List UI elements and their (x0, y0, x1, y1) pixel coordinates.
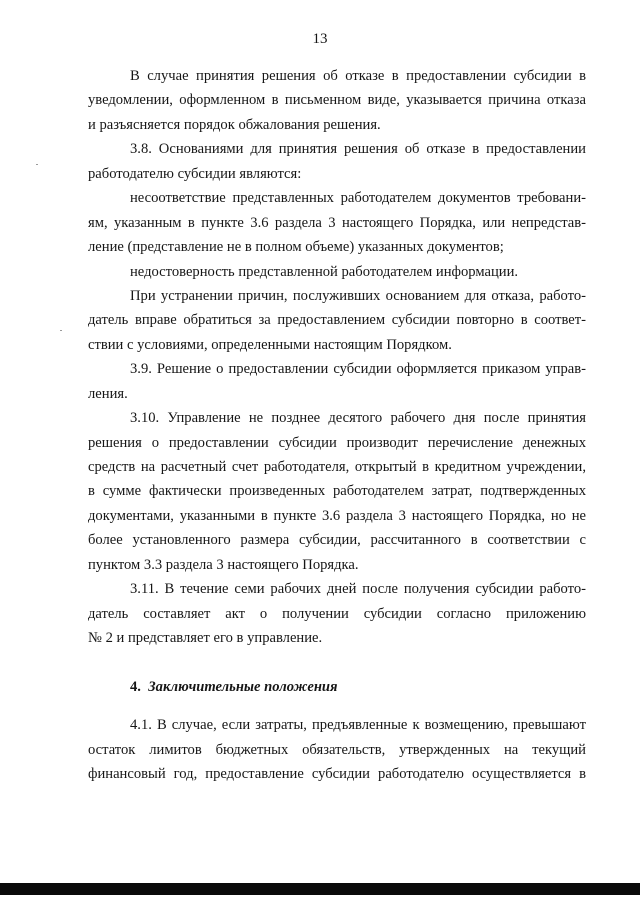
text-line: работодателю субсидии являются: (88, 165, 302, 182)
scan-speck (60, 330, 62, 331)
text-line: 3.11. В течение семи рабочих дней после получения субсидии работо- (130, 581, 586, 598)
text-line: ствии с условиями, определенными настоящим Порядком. (88, 336, 452, 353)
text-line: ления. (88, 385, 128, 402)
scan-speck (36, 164, 38, 165)
text-line: 3.9. Решение о предоставлении субсидии оформляется приказом управ- (130, 361, 586, 378)
text-line: остаток лимитов бюджетных обязательств, утвержденных на текущий (88, 741, 586, 758)
section-title: Заключительные положения (148, 678, 338, 695)
spacer (88, 699, 586, 713)
text-line: пунктом 3.3 раздела 3 настоящего Порядка. (88, 556, 359, 573)
text-line: В случае принятия решения об отказе в предоставлении субсидии в (130, 68, 586, 84)
text-line: ление (представление не в полном объеме) указанных документов; (88, 239, 504, 256)
text-line: финансовый год, предоставление субсидии работодателю осуществляется в (88, 766, 586, 783)
text-line: датель вправе обратиться за предоставлением субсидии повторно в соответ- (88, 312, 586, 329)
closing-text (88, 713, 586, 786)
section-heading (88, 675, 586, 699)
text-line: решения о предоставлении субсидии производит перечисление денежных (88, 434, 586, 451)
text-line: несоответствие представленных работодателем документов требовани- (130, 190, 586, 207)
text-line: 3.8. Основаниями для принятия решения об отказе в предоставлении (130, 141, 586, 158)
document-body (88, 64, 586, 787)
text-line: 4.1. В случае, если затраты, предъявленные к возмещению, превышают (130, 717, 586, 734)
text-line: ям, указанным в пункте 3.6 раздела 3 настоящего Порядка, или непредстав- (88, 214, 586, 231)
text-line: № 2 и представляет его в управление. (88, 630, 323, 647)
text-line: в сумме фактически произведенных работодателем затрат, подтвержденных (88, 483, 586, 500)
page-number: 13 (312, 31, 328, 47)
text-line: и разъясняется порядок обжалования решения. (88, 116, 381, 133)
text-line: При устранении причин, послуживших основанием для отказа, работо- (130, 287, 586, 304)
text-line: недостоверность представленной работодателем информации. (130, 263, 519, 280)
text-line: 3.10. Управление не позднее десятого рабочего дня после принятия (130, 410, 586, 427)
spacer (88, 651, 586, 675)
text-line: документами, указанными в пункте 3.6 раздела 3 настоящего Порядка, но не (88, 507, 586, 524)
scan-edge-bar (0, 883, 640, 895)
text-line: более установленного размера субсидии, рассчитанного в соответствии с (88, 532, 586, 549)
section-number: 4. (130, 678, 141, 695)
main-text (88, 64, 586, 651)
text-line: средств на расчетный счет работодателя, открытый в кредитном учреждении, (88, 459, 586, 475)
text-line: уведомлении, оформленном в письменном виде, указывается причина отказа (88, 92, 586, 109)
text-line: датель составляет акт о получении субсидии согласно приложению (88, 605, 586, 622)
